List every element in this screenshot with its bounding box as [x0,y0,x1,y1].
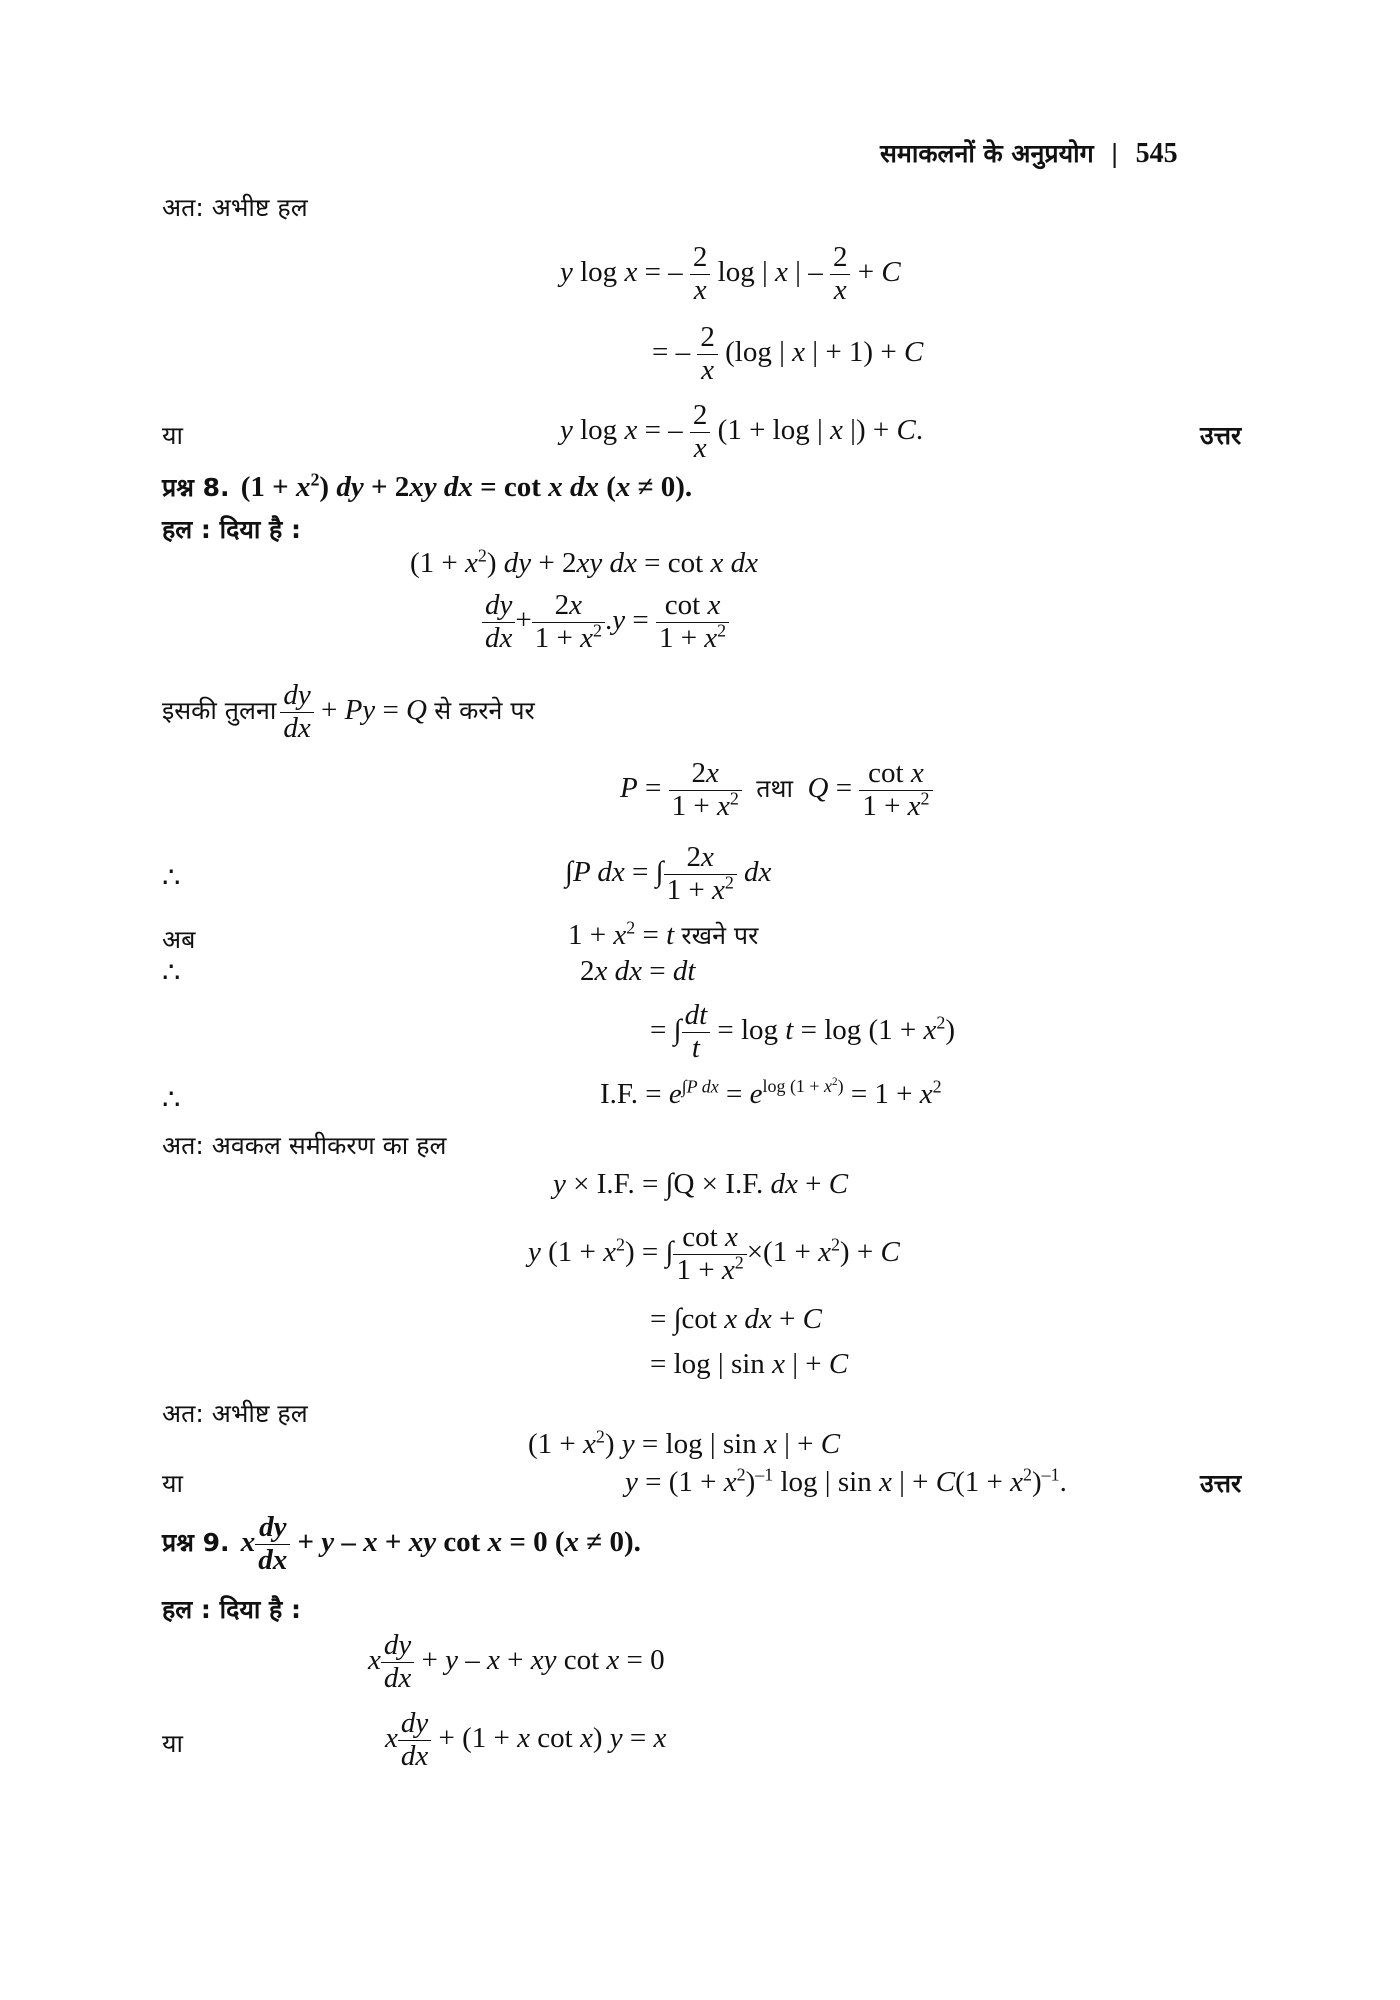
therefore-2: ∴ [162,957,181,989]
q9-statement: x $\frac{dy}{dx}$ + y – x + xy cot x = 0 (x ≠ 0). [240,1511,641,1576]
q8-label: प्रश्न 8. [162,473,230,502]
solution-formula: y × I.F. = ∫Q × I.F. dx + C [553,1168,849,1200]
question-9 [162,1512,641,1577]
tatha: तथा [756,774,793,804]
ya-label-3: या [162,1729,183,1758]
q9-rearranged: x $\frac{dy}{dx}$ + (1 + x cot x) y = x [385,1707,667,1772]
solution-cot-integral: = ∫cot x dx + C [650,1303,822,1335]
comparison-line [162,680,535,745]
differential-substitution: 2x dx = dt [580,955,696,987]
p-and-q-values: P = $\frac{2x}{1 + x^2}$ तथा Q = $\frac{\text{cot x}}{1 + x^2}$ [620,758,933,823]
equation-ylogx-1: y log x = – $\frac{2}{x}$ log | x | – $\frac{2}{x}$ + C [560,241,901,306]
q8-linear-form: $\frac{dy}{dx}$ + $\frac{2x}{1 + x^2}$ .y = $\frac{\text{cot x}}{1 + x^2}$ [482,590,729,655]
substitution-line: $1 + x^2 = t$ रखने पर [568,917,759,951]
iski-tulna: इसकी तुलना [162,696,277,726]
therefore-1: ∴ [162,862,181,894]
final-solution-1: $(1 + x^2)$ y = log | sin x | + C [528,1426,841,1460]
rakhne-par: रखने पर [681,921,759,950]
q9-label: प्रश्न 9. [162,1528,230,1558]
integral-p-dx: ∫P dx = ∫ $\frac{2x}{1 + x^2}$ dx [565,841,772,906]
integral-result: = ∫ $\frac{dt}{t}$ = $\log t = \log (1 + x^2)$ [650,999,956,1064]
integrating-factor: I.F. = $e^{\int P dx} = e^{log (1 + x^2)} = 1 + x^2$ [600,1076,942,1110]
final-solution-2: $y = (1 + x^2)^{-1}$ log | sin x | + $C(1 + x^2)^{-1}$. [625,1464,1067,1498]
page-number: 545 [1135,138,1178,169]
solution-log-sin: = log | sin x | + C [650,1348,849,1380]
ya-label-1: या [162,421,183,450]
ata-abhisht-hal-2: अत: अभीष्ट हल [162,1399,308,1428]
ya-label-2: या [162,1469,183,1498]
running-header [880,136,1178,170]
question-8 [162,470,692,504]
q8-hal-diya-hai: हल : दिया है : [162,515,302,544]
se-karne-par: से करने पर [434,696,535,726]
ata-abhisht-hal-1: अत: अभीष्ट हल [162,193,308,222]
avakal-samikaran-hal: अत: अवकल समीकरण का हल [162,1131,447,1160]
solution-substituted: y $(1 + x^2)$ = ∫ $\frac{\text{cot x}}{1 + x^2}$ $\times(1 + x^2) + C$ [528,1221,900,1286]
chapter-title: समाकलनों के अनुप्रयोग [880,139,1094,168]
uttar-label-2: उत्तर [1200,1469,1242,1498]
q9-given-equation: x $\frac{dy}{dx}$ + y – x + xy cot x = 0 [368,1629,665,1694]
equation-ylogx-2: = – $\frac{2}{x}$ (log | x | + 1) + C [652,321,924,386]
therefore-3: ∴ [162,1084,181,1116]
q8-statement: $(1 + x^2)$ dy + 2xy dx = cot x dx (x ≠ 0). [233,469,693,503]
q8-given-equation: $(1 + x^2)$ dy + 2xy dx = cot x dx [410,545,758,579]
equation-ylogx-final: y log x = – $\frac{2}{x}$ (1 + log | x |) + C. [560,399,924,464]
standard-linear-form: $\frac{dy}{dx}$ + Py = Q [280,694,434,726]
uttar-label-1: उत्तर [1200,421,1242,450]
ab-label: अब [162,925,196,954]
header-separator: | [1110,139,1119,168]
q9-hal-diya-hai: हल : दिया है : [162,1595,302,1624]
